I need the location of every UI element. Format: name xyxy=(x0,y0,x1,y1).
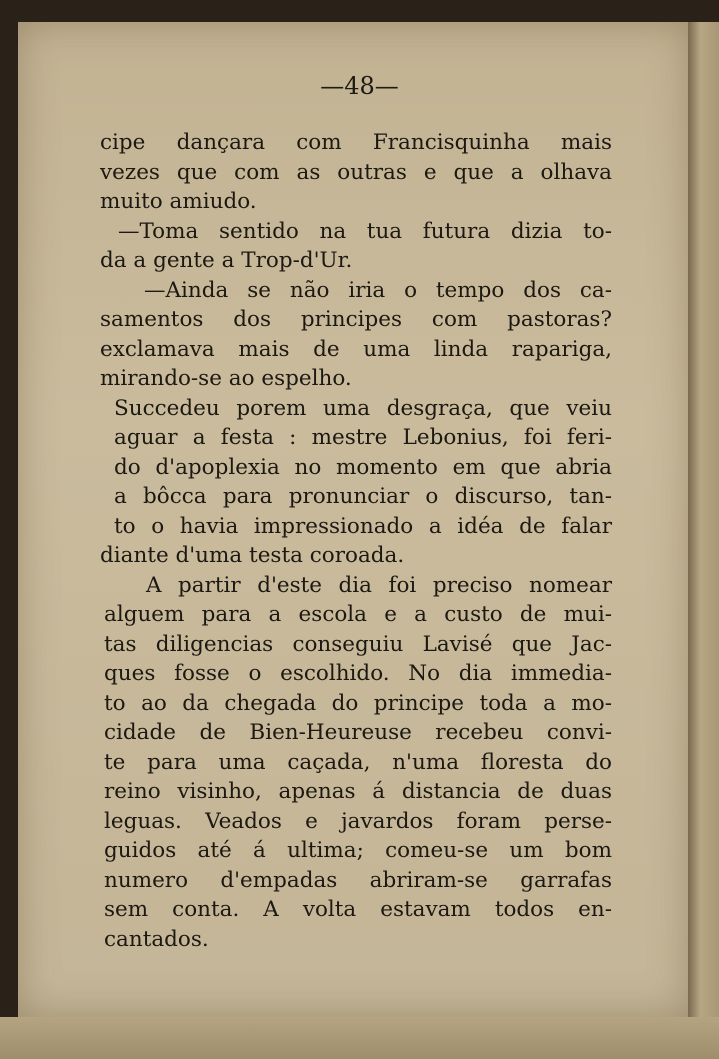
text-line: tas diligencias conseguiu Lavisé que Jac- xyxy=(104,631,612,657)
text-line: da a gente a Trop-d'Ur. xyxy=(100,248,353,273)
text-line: A partir d'este dia foi preciso nomear xyxy=(146,572,612,598)
text-line: ques fosse o escolhido. No dia immedia- xyxy=(104,661,612,686)
text-line: cantados. xyxy=(104,926,209,952)
text-line: cidade de Bien-Heureuse recebeu convi- xyxy=(104,720,612,745)
text-line: —Toma sentido na tua futura dizia to- xyxy=(118,218,612,244)
text-line: aguar a festa : mestre Lebonius, foi feri- xyxy=(114,425,612,450)
text-line: do d'apoplexia no momento em que abria xyxy=(114,454,612,480)
text-line: samentos dos principes com pastoras? xyxy=(100,307,612,332)
text-line: sem conta. A volta estavam todos en- xyxy=(104,897,612,922)
page-number: —48— xyxy=(320,72,399,100)
text-line: —Ainda se não iria o tempo dos ca- xyxy=(144,277,612,303)
body-text xyxy=(100,128,612,954)
text-line: guidos até á ultima; comeu-se um bom xyxy=(104,838,612,863)
text-line: muito amiudo. xyxy=(100,189,257,214)
text-line: Succedeu porem uma desgraça, que veiu xyxy=(114,395,612,421)
text-line: alguem para a escola e a custo de mui- xyxy=(104,602,612,627)
text-line: cipe dançara com Francisquinha mais xyxy=(100,130,612,155)
text-line: numero d'empadas abriram-se garrafas xyxy=(104,867,612,893)
text-line: exclamava mais de uma linda rapariga, xyxy=(100,336,612,362)
text-line: mirando-se ao espelho. xyxy=(100,366,352,391)
text-line: reino visinho, apenas á distancia de duas xyxy=(104,779,612,804)
text-line: leguas. Veados e javardos foram perse- xyxy=(104,808,612,834)
text-line: a bôcca para pronunciar o discurso, tan- xyxy=(114,484,612,509)
text-line: to ao da chegada do principe toda a mo- xyxy=(104,690,612,716)
text-line: diante d'uma testa coroada. xyxy=(100,543,405,568)
text-line: vezes que com as outras e que a olhava xyxy=(100,159,612,185)
text-line: to o havia impressionado a idéa de falar xyxy=(114,513,612,539)
text-line: te para uma caçada, n'uma floresta do xyxy=(104,749,612,775)
page-edge xyxy=(688,22,719,1059)
bottom-edge xyxy=(0,1017,719,1059)
